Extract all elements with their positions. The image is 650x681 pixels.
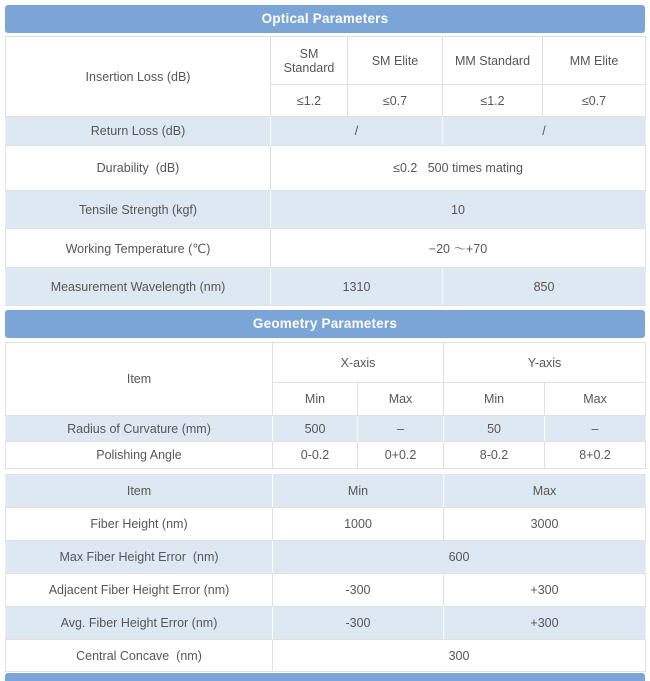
cell-max-err-label: Max Fiber Height Error (nm) bbox=[6, 541, 273, 574]
optical-section-title: Optical Parameters bbox=[261, 11, 389, 26]
geometry-section-header bbox=[5, 310, 645, 338]
spec-sheet bbox=[5, 0, 645, 681]
cell-adjacent-err-max: +300 bbox=[444, 574, 646, 607]
row-max-fiber-height-error bbox=[6, 541, 646, 574]
cell-durability-value: ≤0.2 500 times mating bbox=[271, 146, 646, 191]
cell-height-max-label: Max bbox=[444, 475, 646, 508]
cell-polishing-y-min: 8-0.2 bbox=[444, 442, 545, 469]
cell-radius-x-min: 500 bbox=[273, 416, 358, 442]
cell-adjacent-err-label: Adjacent Fiber Height Error (nm) bbox=[6, 574, 273, 607]
row-adjacent-fiber-height-error bbox=[6, 574, 646, 607]
row-avg-fiber-height-error bbox=[6, 607, 646, 640]
cell-avg-err-min: -300 bbox=[273, 607, 444, 640]
row-tensile-strength bbox=[6, 191, 646, 229]
row-measurement-wavelength bbox=[6, 268, 646, 306]
cell-fiber-height-max: 3000 bbox=[444, 508, 646, 541]
cell-x-min-label: Min bbox=[273, 383, 358, 416]
cell-avg-err-label: Avg. Fiber Height Error (nm) bbox=[6, 607, 273, 640]
cell-working-temp-label: Working Temperature (℃) bbox=[6, 229, 271, 268]
cell-wavelength-sm: 1310 bbox=[271, 268, 443, 306]
cell-wavelength-label: Measurement Wavelength (nm) bbox=[6, 268, 271, 306]
row-central-concave bbox=[6, 640, 646, 672]
cell-central-concave-value: 300 bbox=[273, 640, 646, 672]
cell-avg-err-max: +300 bbox=[444, 607, 646, 640]
cell-insertion-sm-standard: ≤1.2 bbox=[271, 85, 348, 117]
cell-tensile-label: Tensile Strength (kgf) bbox=[6, 191, 271, 229]
cell-y-min-label: Min bbox=[444, 383, 545, 416]
cell-polishing-x-min: 0-0.2 bbox=[273, 442, 358, 469]
cell-tensile-value: 10 bbox=[271, 191, 646, 229]
row-axis-header bbox=[6, 343, 646, 383]
cell-return-loss-mm: / bbox=[443, 117, 646, 146]
cell-max-err-value: 600 bbox=[273, 541, 646, 574]
cell-height-item-label: Item bbox=[6, 475, 273, 508]
cell-col-mm-elite: MM Elite bbox=[543, 37, 646, 85]
geometry-section-title: Geometry Parameters bbox=[252, 316, 398, 331]
cell-col-sm-elite: SM Elite bbox=[348, 37, 443, 85]
optical-section-header bbox=[5, 5, 645, 33]
cell-x-max-label: Max bbox=[358, 383, 444, 416]
cell-return-loss-label: Return Loss (dB) bbox=[6, 117, 271, 146]
cell-insertion-mm-elite: ≤0.7 bbox=[543, 85, 646, 117]
cell-y-axis-label: Y-axis bbox=[444, 343, 646, 383]
cell-polishing-x-max: 0+0.2 bbox=[358, 442, 444, 469]
row-return-loss bbox=[6, 117, 646, 146]
cell-insertion-loss-label: Insertion Loss (dB) bbox=[6, 37, 271, 117]
row-height-header bbox=[6, 475, 646, 508]
cell-y-max-label: Max bbox=[545, 383, 646, 416]
row-working-temperature bbox=[6, 229, 646, 268]
cell-radius-label: Radius of Curvature (mm) bbox=[6, 416, 273, 442]
row-polishing-angle bbox=[6, 442, 646, 469]
cell-radius-y-min: 50 bbox=[444, 416, 545, 442]
cell-col-mm-standard: MM Standard bbox=[443, 37, 543, 85]
cell-col-sm-standard: SM Standard bbox=[271, 37, 348, 85]
cell-wavelength-mm: 850 bbox=[443, 268, 646, 306]
cell-adjacent-err-min: -300 bbox=[273, 574, 444, 607]
cell-radius-y-max: – bbox=[545, 416, 646, 442]
cell-polishing-label: Polishing Angle bbox=[6, 442, 273, 469]
cell-central-concave-label: Central Concave (nm) bbox=[6, 640, 273, 672]
geometry-axis-table bbox=[5, 342, 646, 469]
row-fiber-height bbox=[6, 508, 646, 541]
cell-x-axis-label: X-axis bbox=[273, 343, 444, 383]
cell-fiber-height-label: Fiber Height (nm) bbox=[6, 508, 273, 541]
optical-parameters-table bbox=[5, 36, 646, 306]
cell-insertion-mm-standard: ≤1.2 bbox=[443, 85, 543, 117]
row-radius-of-curvature bbox=[6, 416, 646, 442]
cell-durability-label: Durability (dB) bbox=[6, 146, 271, 191]
row-insertion-loss-header bbox=[6, 37, 646, 85]
next-section-header-partial bbox=[5, 673, 645, 681]
cell-item-label: Item bbox=[6, 343, 273, 416]
cell-height-min-label: Min bbox=[273, 475, 444, 508]
cell-polishing-y-max: 8+0.2 bbox=[545, 442, 646, 469]
cell-return-loss-sm: / bbox=[271, 117, 443, 146]
geometry-height-table bbox=[5, 474, 646, 672]
cell-radius-x-max: – bbox=[358, 416, 444, 442]
cell-insertion-sm-elite: ≤0.7 bbox=[348, 85, 443, 117]
cell-working-temp-value: −20 ～+70 bbox=[271, 229, 646, 268]
row-durability bbox=[6, 146, 646, 191]
cell-fiber-height-min: 1000 bbox=[273, 508, 444, 541]
